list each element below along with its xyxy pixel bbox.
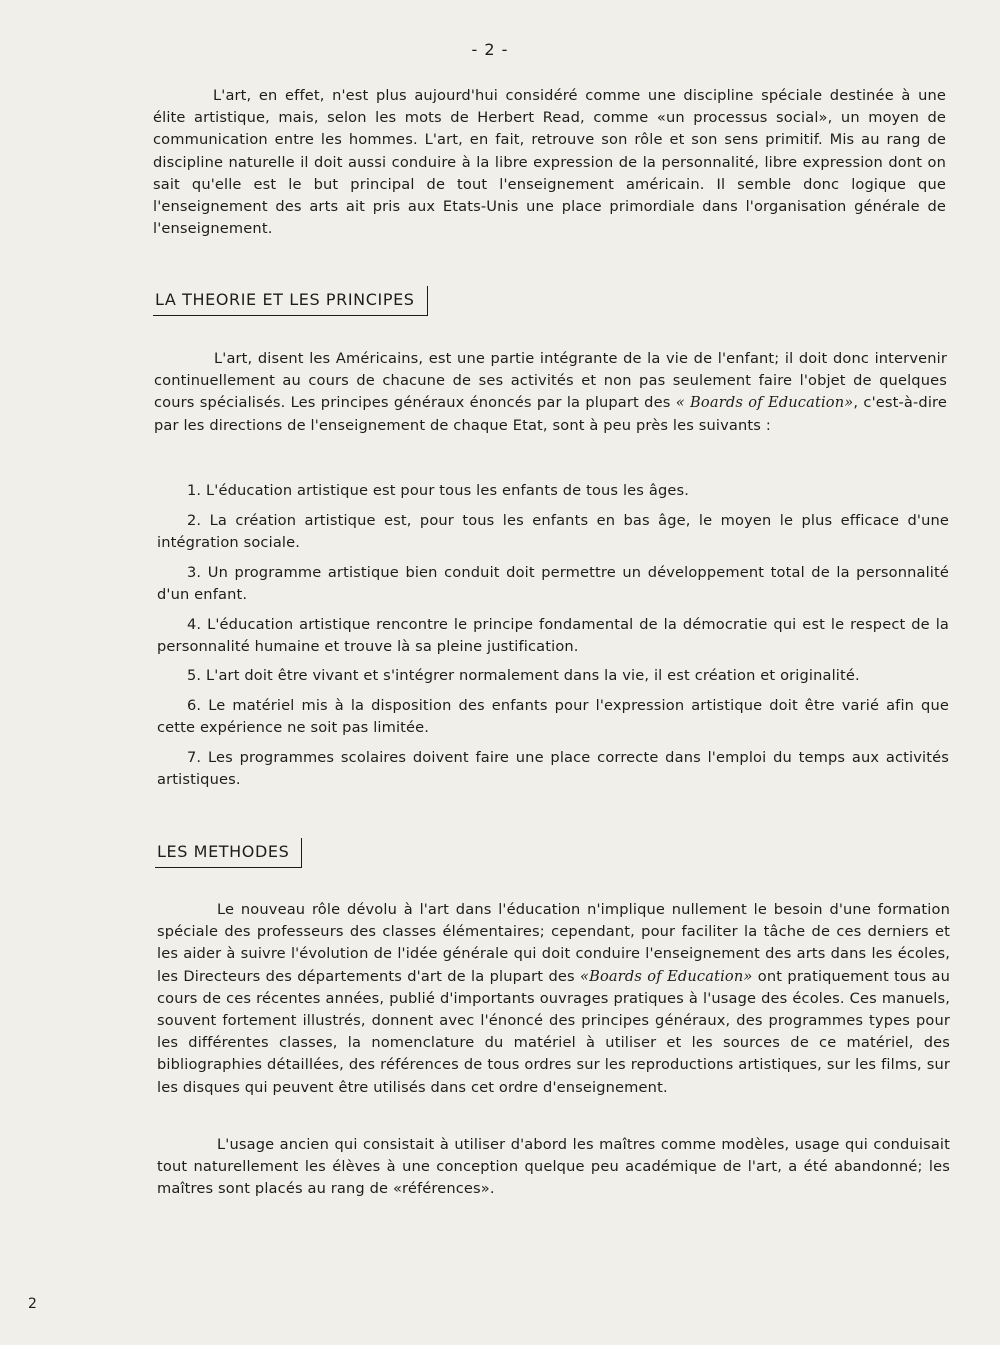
methods-text-start: Le nouveau rôle dévolu à l'art dans l'éducation n'implique nullement le besoin d'une formation spéciale des professeurs des classes élémentaires; cependant, pour faciliter la tâche de ces derniers et les aider à suivre l'évolution de l'idée générale qui doit conduire l'enseignement des arts dans les écoles, les Directeurs des départements d'art de la plupart des [157, 901, 950, 985]
folio-number: 2 [28, 1296, 37, 1312]
theory-text-start: L'art, disent les Américains, est une partie intégrante de la vie de l'enfant; il doit donc intervenir continuellement au cours de chacune de ses activités et non pas seulement faire l'objet de quelques cours spécialisés. Les principes généraux énoncés par la plupart des [154, 350, 947, 412]
intro-text: L'art, en effet, n'est plus aujourd'hui considéré comme une discipline spéciale destinée à une élite artistique, mais, selon les mots de Herbert Read, comme «un processus social», un moyen de communication entre les hommes. L'art, en fait, retrouve son rôle et son sens primitif. Mis au rang de discipline naturelle il doit aussi conduire à la libre expression de la personnalité, libre expression dont on sait qu'elle est le but principal de tout l'enseignement américain. Il semble donc logique que l'enseignement des arts ait pris aux Etats-Unis une place primordiale dans l'organisation générale de l'enseignement. [153, 87, 946, 238]
page-number: - 2 - [471, 40, 509, 59]
principle-item: 5. L'art doit être vivant et s'intégrer normalement dans la vie, il est création et originalité. [187, 667, 860, 685]
theory-text-end: , c'est-à-dire par les directions de l'enseignement de chaque Etat, sont à peu près les suivants : [154, 394, 947, 434]
principle-item: 2. La création artistique est, pour tous les enfants en bas âge, le moyen le plus efficace d'une intégration sociale. [157, 511, 949, 551]
principle-item: 7. Les programmes scolaires doivent faire une place correcte dans l'emploi du temps aux activités artistiques. [157, 749, 949, 789]
principle-item: 6. Le matériel mis à la disposition des enfants pour l'expression artistique doit être varié afin que cette expérience ne soit pas limitée. [157, 697, 949, 737]
methods-text-end: ont pratiquement tous au cours de ces récentes années, publié d'importants ouvrages pratiques à l'usage des écoles. Ces manuels, souvent fortement illustrés, donnent avec l'énoncé des principes généraux, des programmes types pour les différentes classes, la nomenclature du matériel à utiliser et les sources de ce matériel, des bibliographies détaillées, des références de tous ordres sur les reproductions artistiques, sur les films, sur les disques qui peuvent être utilisés dans cet ordre d'enseignement. [157, 967, 951, 1096]
boards-of-education-term: «Boards of Education» [580, 967, 753, 985]
principle-item: 4. L'éducation artistique rencontre le principe fondamental de la démocratie qui est le respect de la personnalité humaine et trouve là sa pleine justification. [157, 615, 949, 655]
principle-item: 1. L'éducation artistique est pour tous les enfants de tous les âges. [187, 482, 690, 499]
boards-of-education-term: « Boards of Education» [675, 394, 854, 412]
section-heading-methods: LES METHODES [155, 838, 302, 868]
methods-paragraph-1 [157, 899, 950, 1099]
principles-list [157, 480, 949, 799]
section-heading-theory: LA THEORIE ET LES PRINCIPES [153, 286, 428, 316]
methods-text-2: L'usage ancien qui consistait à utiliser d'abord les maîtres comme modèles, usage qui conduisait tout naturellement les élèves à une conception quelque peu académique de l'art, a été abandonné; les maîtres sont placés au rang de «références». [157, 1136, 950, 1198]
methods-paragraph-2 [157, 1134, 950, 1201]
intro-paragraph [153, 85, 946, 240]
principle-item: 3. Un programme artistique bien conduit doit permettre un développement total de la personnalité d'un enfant. [157, 563, 949, 603]
theory-paragraph [154, 348, 947, 437]
